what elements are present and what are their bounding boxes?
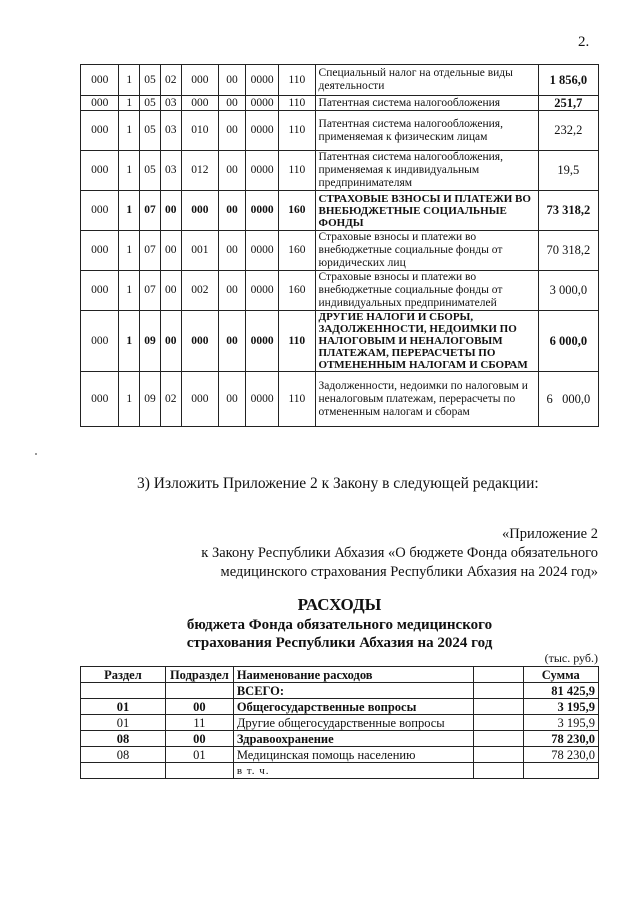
income-cell-c1: 000 xyxy=(81,311,119,372)
expense-cell-subsection: 00 xyxy=(165,699,233,715)
expense-cell-name: Здравоохранение xyxy=(233,731,473,747)
income-cell-c7: 0000 xyxy=(246,151,279,191)
income-cell-c8: 110 xyxy=(279,111,315,151)
income-cell-c4: 02 xyxy=(160,65,181,96)
expense-cell-sum: 3 195,9 xyxy=(523,715,598,731)
income-cell-c5: 010 xyxy=(181,111,218,151)
expense-cell-empty xyxy=(473,699,523,715)
income-cell-c1: 000 xyxy=(81,231,119,271)
income-cell-c1: 000 xyxy=(81,151,119,191)
income-cell-sum: 19,5 xyxy=(538,151,598,191)
income-cell-c8: 110 xyxy=(279,65,315,96)
income-row xyxy=(81,271,599,311)
income-cell-name: Страховые взносы и платежи во внебюджетные социальные фонды от индивидуальных предпринимателей xyxy=(315,271,538,311)
income-cell-c4: 00 xyxy=(160,311,181,372)
income-cell-c1: 000 xyxy=(81,96,119,111)
income-row xyxy=(81,191,599,231)
expense-cell-section xyxy=(81,763,166,779)
expense-cell-sum xyxy=(523,763,598,779)
document-subtitle-1: бюджета Фонда обязательного медицинского xyxy=(186,617,493,633)
income-row xyxy=(81,65,599,96)
income-cell-c2: 1 xyxy=(119,65,140,96)
income-row xyxy=(81,151,599,191)
income-cell-c3: 05 xyxy=(140,151,161,191)
income-cell-c6: 00 xyxy=(219,151,246,191)
unit-label: (тыс. руб.) xyxy=(544,651,598,665)
income-cell-c4: 03 xyxy=(160,96,181,111)
income-cell-c7: 0000 xyxy=(246,65,279,96)
income-cell-c4: 00 xyxy=(160,191,181,231)
header-subsection: Подраздел xyxy=(165,667,233,683)
expense-table xyxy=(80,666,599,779)
income-cell-sum: 1 856,0 xyxy=(538,65,598,96)
income-cell-c8: 110 xyxy=(279,151,315,191)
income-cell-sum: 232,2 xyxy=(538,111,598,151)
expense-cell-sum: 81 425,9 xyxy=(523,683,598,699)
expense-cell-subsection: 00 xyxy=(165,731,233,747)
header-name: Наименование расходов xyxy=(233,667,473,683)
income-cell-name: Патентная система налогообложения xyxy=(315,96,538,111)
income-cell-c4: 00 xyxy=(160,271,181,311)
income-cell-c5: 000 xyxy=(181,372,218,427)
income-cell-c5: 000 xyxy=(181,65,218,96)
income-cell-sum: 70 318,2 xyxy=(538,231,598,271)
income-cell-c2: 1 xyxy=(119,311,140,372)
income-cell-c6: 00 xyxy=(219,311,246,372)
income-cell-c6: 00 xyxy=(219,111,246,151)
income-cell-c2: 1 xyxy=(119,191,140,231)
income-cell-c8: 160 xyxy=(279,271,315,311)
income-cell-name: Патентная система налогообложения, применяемая к физическим лицам xyxy=(315,111,538,151)
header-empty xyxy=(473,667,523,683)
income-cell-sum: 251,7 xyxy=(538,96,598,111)
expense-cell-empty xyxy=(473,715,523,731)
income-cell-c8: 110 xyxy=(279,96,315,111)
income-cell-c2: 1 xyxy=(119,96,140,111)
income-row xyxy=(81,96,599,111)
income-cell-name: Патентная система налогообложения, применяемая к индивидуальным предпринимателям xyxy=(315,151,538,191)
expense-cell-sum: 3 195,9 xyxy=(523,699,598,715)
income-cell-c3: 05 xyxy=(140,111,161,151)
expense-cell-empty xyxy=(473,747,523,763)
income-cell-c7: 0000 xyxy=(246,191,279,231)
expense-row xyxy=(81,747,599,763)
expense-cell-section: 01 xyxy=(81,699,166,715)
expense-cell-name: Общегосударственные вопросы xyxy=(233,699,473,715)
income-cell-c7: 0000 xyxy=(246,311,279,372)
expense-row xyxy=(81,683,599,699)
expense-cell-subsection: 01 xyxy=(165,747,233,763)
expense-header-row xyxy=(81,667,599,683)
expense-cell-empty xyxy=(473,731,523,747)
income-cell-c7: 0000 xyxy=(246,96,279,111)
income-cell-c2: 1 xyxy=(119,372,140,427)
expense-row xyxy=(81,699,599,715)
income-cell-c6: 00 xyxy=(219,65,246,96)
income-cell-c5: 001 xyxy=(181,231,218,271)
expense-cell-subsection xyxy=(165,683,233,699)
income-cell-name: ДРУГИЕ НАЛОГИ И СБОРЫ, ЗАДОЛЖЕННОСТИ, НЕДОИМКИ ПО НАЛОГОВЫМ И НЕНАЛОГОВЫМ ПЛАТЕЖАМ, ПЕРЕРАСЧЕТЫ ПО ОТМЕНЕННЫМ НАЛОГАМ И СБОРАМ xyxy=(315,311,538,372)
income-cell-c1: 000 xyxy=(81,191,119,231)
income-cell-c5: 000 xyxy=(181,96,218,111)
income-cell-name: Страховые взносы и платежи во внебюджетные социальные фонды от юридических лиц xyxy=(315,231,538,271)
expense-cell-section: 01 xyxy=(81,715,166,731)
income-cell-c1: 000 xyxy=(81,65,119,96)
income-row xyxy=(81,231,599,271)
income-cell-c8: 110 xyxy=(279,372,315,427)
page-number: 2. xyxy=(578,34,590,50)
header-section: Раздел xyxy=(81,667,166,683)
document-title: РАСХОДЫ xyxy=(297,595,382,614)
expense-cell-empty xyxy=(473,683,523,699)
income-cell-c5: 000 xyxy=(181,311,218,372)
income-cell-name: Задолженности, недоимки по налоговым и неналоговым платежам, перерасчеты по отмененным налогам и сборам xyxy=(315,372,538,427)
appendix-line-2: к Закону Республики Абхазия «О бюджете Фонда обязательного xyxy=(201,545,598,561)
expense-cell-name: Другие общегосударственные вопросы xyxy=(233,715,473,731)
income-cell-name: СТРАХОВЫЕ ВЗНОСЫ И ПЛАТЕЖИ ВО ВНЕБЮДЖЕТНЫЕ СОЦИАЛЬНЫЕ ФОНДЫ xyxy=(315,191,538,231)
expense-cell-subsection: 11 xyxy=(165,715,233,731)
income-cell-c7: 0000 xyxy=(246,271,279,311)
income-row xyxy=(81,311,599,372)
header-sum: Сумма xyxy=(523,667,598,683)
income-cell-c6: 00 xyxy=(219,271,246,311)
income-cell-c1: 000 xyxy=(81,372,119,427)
income-cell-sum: 6 000,0 xyxy=(538,372,598,427)
income-cell-c3: 09 xyxy=(140,372,161,427)
income-cell-c8: 160 xyxy=(279,191,315,231)
income-cell-c3: 07 xyxy=(140,231,161,271)
income-cell-c2: 1 xyxy=(119,151,140,191)
income-cell-c5: 002 xyxy=(181,271,218,311)
expense-cell-section xyxy=(81,683,166,699)
income-cell-c6: 00 xyxy=(219,231,246,271)
income-cell-c7: 0000 xyxy=(246,372,279,427)
expense-cell-empty xyxy=(473,763,523,779)
expense-row xyxy=(81,715,599,731)
income-cell-sum: 3 000,0 xyxy=(538,271,598,311)
expense-row xyxy=(81,731,599,747)
income-cell-sum: 6 000,0 xyxy=(538,311,598,372)
income-cell-c3: 09 xyxy=(140,311,161,372)
income-cell-c1: 000 xyxy=(81,111,119,151)
income-cell-c2: 1 xyxy=(119,111,140,151)
scan-dot xyxy=(35,453,37,455)
income-cell-sum: 73 318,2 xyxy=(538,191,598,231)
income-cell-c3: 07 xyxy=(140,271,161,311)
income-cell-name: Специальный налог на отдельные виды деятельности xyxy=(315,65,538,96)
income-cell-c4: 03 xyxy=(160,151,181,191)
income-cell-c3: 05 xyxy=(140,65,161,96)
expense-cell-name: Медицинская помощь населению xyxy=(233,747,473,763)
expense-cell-section: 08 xyxy=(81,731,166,747)
income-cell-c7: 0000 xyxy=(246,231,279,271)
expense-cell-subsection xyxy=(165,763,233,779)
income-cell-c3: 07 xyxy=(140,191,161,231)
income-cell-c4: 00 xyxy=(160,231,181,271)
income-cell-c8: 110 xyxy=(279,311,315,372)
instruction-text: 3) Изложить Приложение 2 к Закону в следующей редакции: xyxy=(137,475,539,492)
appendix-line-3: медицинского страхования Республики Абхазия на 2024 год» xyxy=(220,564,598,580)
income-cell-c4: 03 xyxy=(160,111,181,151)
income-cell-c2: 1 xyxy=(119,271,140,311)
expense-cell-sum: 78 230,0 xyxy=(523,747,598,763)
expense-row xyxy=(81,763,599,779)
income-table xyxy=(80,64,599,427)
income-row xyxy=(81,111,599,151)
income-cell-c4: 02 xyxy=(160,372,181,427)
income-cell-c3: 05 xyxy=(140,96,161,111)
expense-cell-name: ВСЕГО: xyxy=(233,683,473,699)
income-cell-c7: 0000 xyxy=(246,111,279,151)
income-cell-c2: 1 xyxy=(119,231,140,271)
appendix-line-1: «Приложение 2 xyxy=(502,526,598,542)
expense-cell-name: в т. ч. xyxy=(233,763,473,779)
income-cell-c5: 012 xyxy=(181,151,218,191)
expense-cell-section: 08 xyxy=(81,747,166,763)
income-cell-c1: 000 xyxy=(81,271,119,311)
income-row xyxy=(81,372,599,427)
income-cell-c5: 000 xyxy=(181,191,218,231)
expense-cell-sum: 78 230,0 xyxy=(523,731,598,747)
income-cell-c6: 00 xyxy=(219,96,246,111)
income-cell-c8: 160 xyxy=(279,231,315,271)
document-subtitle-2: страхования Республики Абхазия на 2024 год xyxy=(186,635,493,651)
income-cell-c6: 00 xyxy=(219,191,246,231)
income-cell-c6: 00 xyxy=(219,372,246,427)
